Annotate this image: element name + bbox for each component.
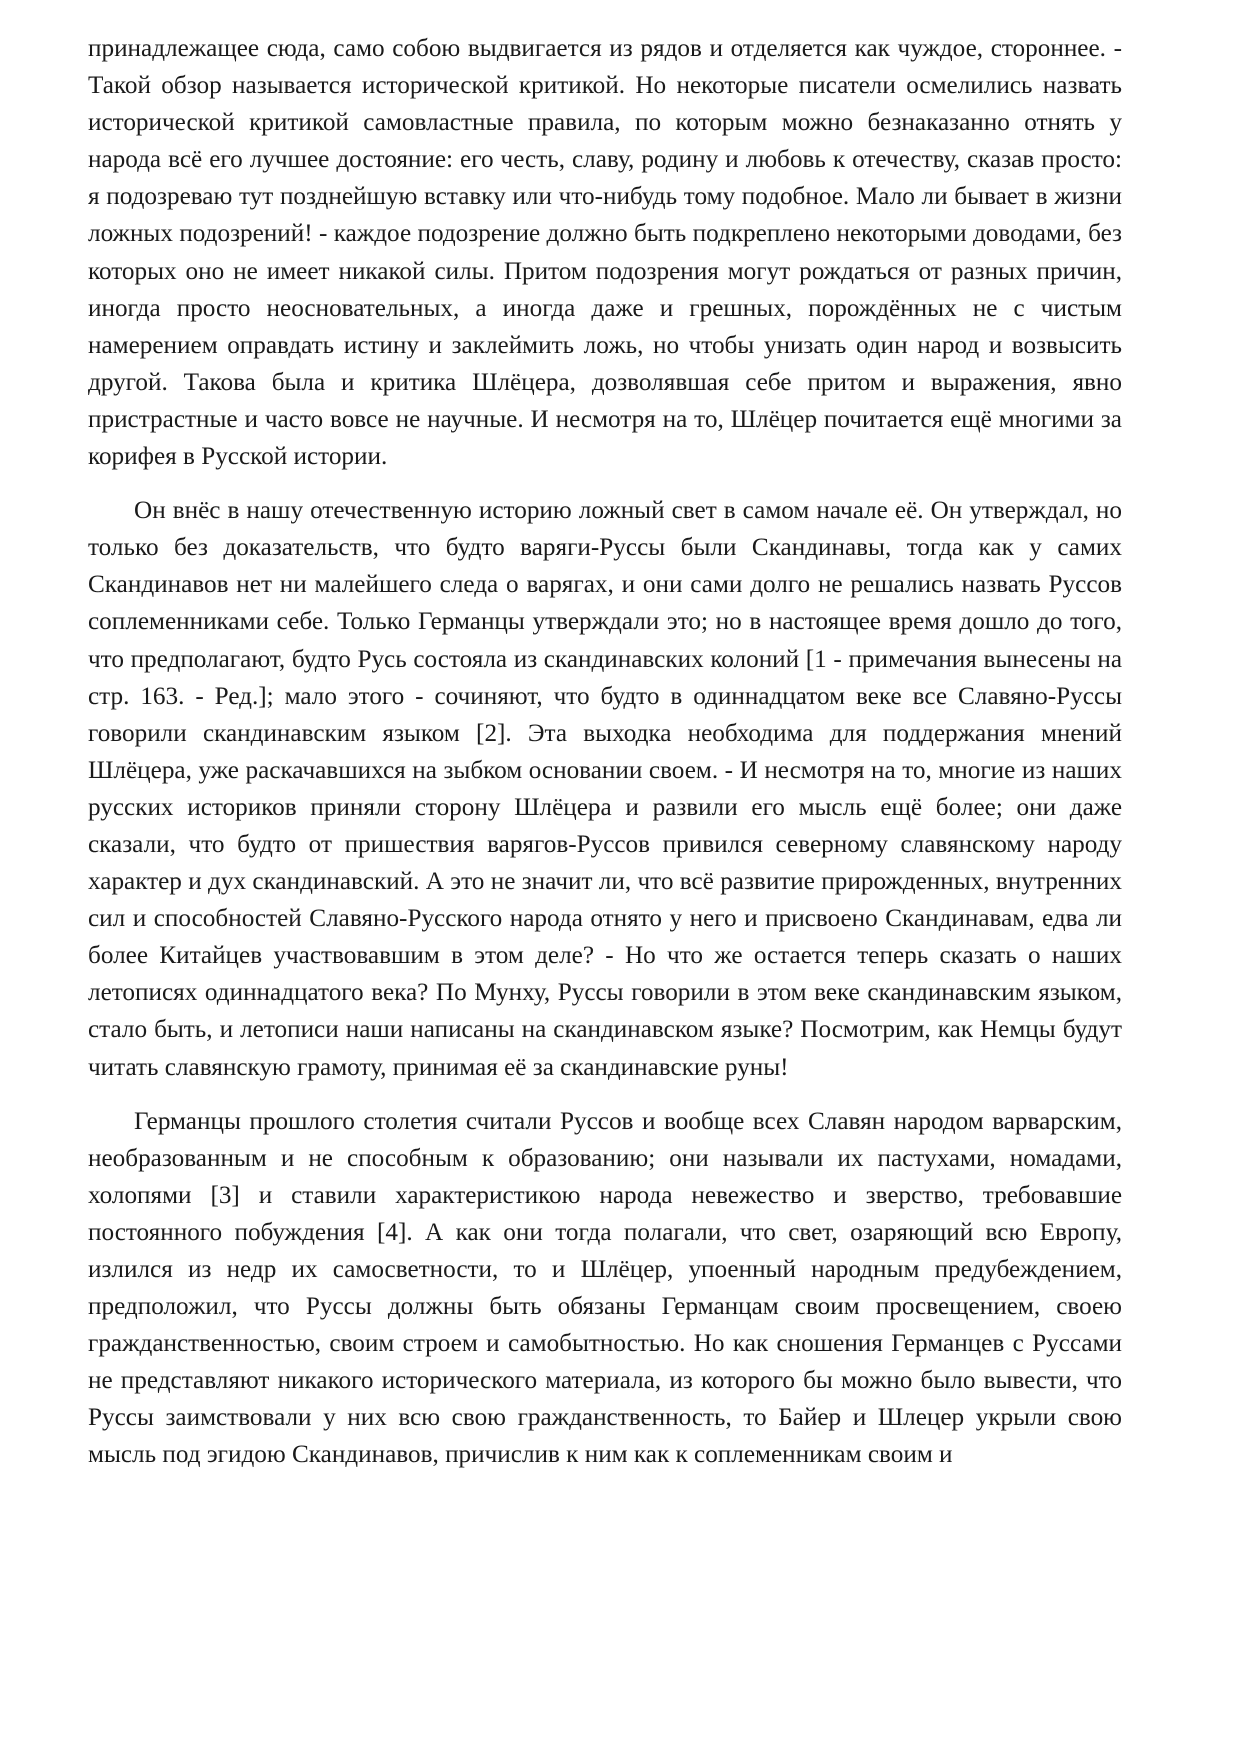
paragraph-1: принадлежащее сюда, само собою выдвигается из рядов и отделяется как чуждое, стороннее. - Такой обзор называется исторической критикой. Но некоторые писатели осмелились назвать исторической критикой самовластные правила, по которым можно безнаказанно отнять у народа всё его лучшее достояние: его честь, славу, родину и любовь к отечеству, сказав просто: я подозреваю тут позднейшую вставку или что-нибудь тому подобное. Мало ли бывает в жизни ложных подозрений! - каждое подозрение должно быть подкреплено некоторыми доводами, без которых оно не имеет никакой силы. Притом подозрения могут рождаться от разных причин, иногда просто неосновательных, а иногда даже и грешных, порождённых не с чистым намерением оправдать истину и заклеймить ложь, но чтобы унизать один народ и возвысить другой. Такова была и критика Шлёцера, дозволявшая себе притом и выражения, явно пристрастные и часто вовсе не научные. И несмотря на то, Шлёцер почитается ещё многими за корифея в Русской истории.	[88, 35, 1122, 471]
paragraph-3: Германцы прошлого столетия считали Руссов и вообще всех Славян народом варварским, необразованным и не способным к образованию; они называли их пастухами, номадами, холопями [3] и ставили характеристикою народа невежество и зверство, требовавшие постоянного побуждения [4]. А как они тогда полагали, что свет, озаряющий всю Европу, излился из недр их самосветности, то и Шлёцер, упоенный народным предубеждением, предположил, что Руссы должны быть обязаны Германцам своим просвещением, своею гражданственностью, своим строем и самобытностью. Но как сношения Германцев с Руссами не представляют никакого исторического материала, из которого бы можно было вывести, что Руссы заимствовали у них всю свою гражданственность, то Байер и Шлецер укрыли свою мысль под эгидою Скандинавов, причислив к ним как к соплеменникам своим и	[88, 1107, 1122, 1469]
paragraph-2: Он внёс в нашу отечественную историю ложный свет в самом начале её. Он утверждал, но только без доказательств, что будто варяги-Руссы были Скандинавы, тогда как у самих Скандинавов нет ни малейшего следа о варягах, и они сами долго не решались назвать Руссов соплеменниками себе. Только Германцы утверждали это; но в настоящее время дошло до того, что предполагают, будто Русь состояла из скандинавских колоний [1 - примечания вынесены на стр. 163. - Ред.]; мало этого - сочиняют, что будто в одиннадцатом веке все Славяно-Руссы говорили скандинавским языком [2]. Эта выходка необходима для поддержания мнений Шлёцера, уже раскачавшихся на зыбком основании своем. - И несмотря на то, многие из наших русских историков приняли сторону Шлёцера и развили его мысль ещё более; они даже сказали, что будто от пришествия варягов-Руссов привился северному славянскому народу характер и дух скандинавский. А это не значит ли, что всё развитие прирожденных, внутренних сил и способностей Славяно-Русского народа отнято у него и присвоено Скандинавам, едва ли более Китайцев участвовавшим в этом деле? - Но что же остается теперь сказать о наших летописях одиннадцатого века? По Мунху, Руссы говорили в этом веке скандинавским языком, стало быть, и летописи наши написаны на скандинавском языке? Посмотрим, как Немцы будут читать славянскую грамоту, принимая её за скандинавские руны!	[88, 497, 1122, 1081]
document-page	[88, 30, 1122, 1474]
